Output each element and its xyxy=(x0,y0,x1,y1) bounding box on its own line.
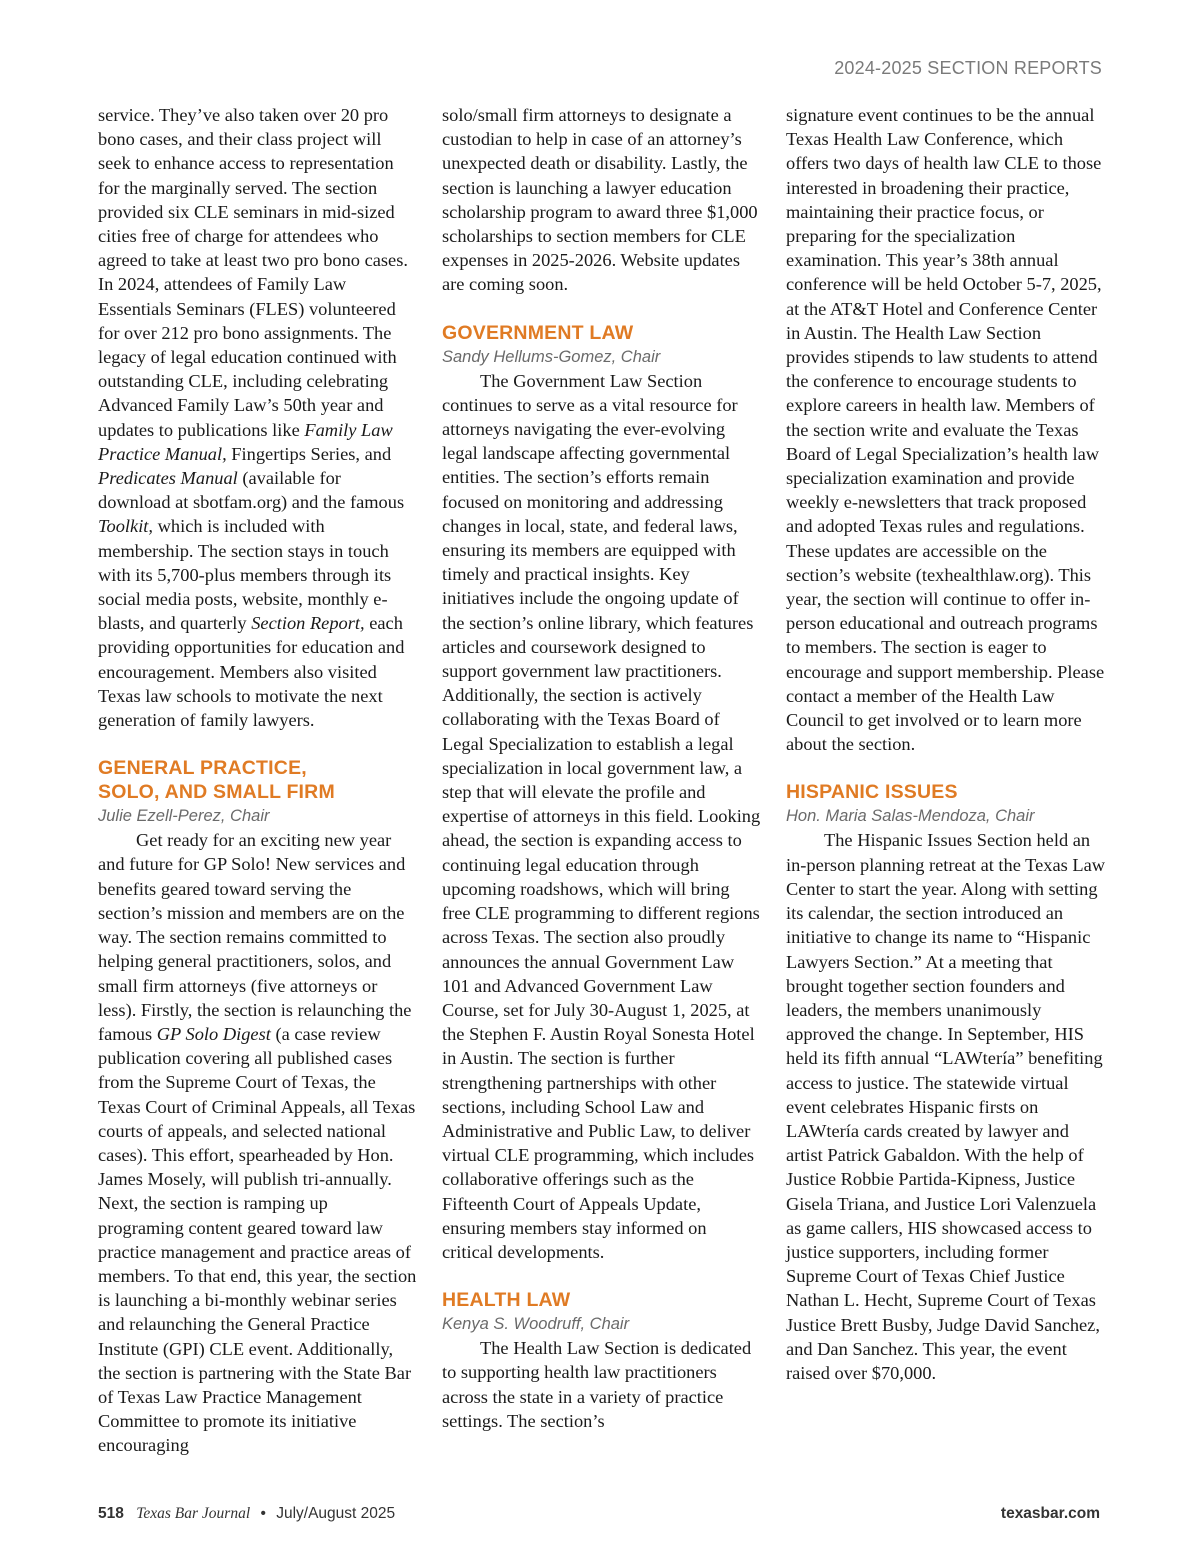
hispanic-issues-paragraph: The Hispanic Issues Section held an in-person planning retreat at the Texas Law Center to start the year. Along with setting its calendar, the section introduced an initiative to change its name to “Hispanic Lawyers Section.” At a meeting that brought together section founders and leaders, the members unanimously approved the change. In September, HIS held its fifth annual “LAWtería” benefiting access to justice. The statewide virtual event celebrates Hispanic firsts on LAWtería cards created by lawyer and artist Patrick Gabaldon. With the help of Justice Robbie Partida-Kipness, Justice Gisela Triana, and Justice Lori Valenzuela as game callers, HIS showcased access to justice supporters, including former Supreme Court of Texas Chief Justice Nathan L. Hecht, Supreme Court of Texas Justice Brett Busby, Judge David Sanchez, and Dan Sanchez. This year, the event raised over $70,000. xyxy=(786,830,1106,1383)
page-number: 518 xyxy=(98,1505,124,1522)
running-head: 2024-2025 SECTION REPORTS xyxy=(834,58,1102,78)
general-practice-paragraph: Get ready for an exciting new year and future for GP Solo! New services and benefits geared toward serving the section’s mission and members are on the way. The section remains committed to helping general practitioners, solos, and small firm attorneys (five attorneys or less). Firstly, the section is relaunching the famous GP Solo Digest (a case review publication covering all published cases from the Supreme Court of Texas, the Texas Court of Criminal Appeals, all Texas courts of appeals, and selected national cases). This effort, spearheaded by Hon. James Mosely, will publish tri-annually. Next, the section is ramping up programing content geared toward law practice management and practice areas of members. To that end, this year, the section is launching a bi-monthly webinar series and relaunching the General Practice Institute (GPI) CLE event. Additionally, the section is partnering with the State Bar of Texas Law Practice Management Committee to promote its initiative encouraging xyxy=(98,830,417,1456)
health-law-continued-paragraph: signature event continues to be the annual Texas Health Law Conference, which offers two days of health law CLE to those interested in broadening their practice, maintaining their practice focus, or preparing for the specialization examination. This year’s 38th annual conference will be held October 5-7, 2025, at the AT&T Hotel and Conference Center in Austin. The Health Law Section provides stipends to law students to attend the conference to encourage students to explore careers in health law. Members of the section write and evaluate the Texas Board of Legal Specialization’s health law specialization examination and provide weekly e-newsletters that track proposed and adopted Texas rules and regulations. These updates are accessible on the section’s website (texhealthlaw.org). This year, the section will continue to offer in-person educational and outreach programs to members. The section is eager to encourage and support membership. Please contact a member of the Health Law Council to get involved or to learn more about the section. xyxy=(786,105,1105,755)
section-heading-health-law: HEALTH LAW xyxy=(442,1289,571,1312)
general-practice-continued-paragraph: solo/small firm attorneys to designate a custodian to help in case of an attorney’s unexpected death or disability. Lastly, the section is launching a lawyer education scholarship program to award three $1,000 scholarships to section members for CLE expenses in 2025-2026. Website updates are coming soon. xyxy=(442,105,758,295)
column-3 xyxy=(786,103,1106,1385)
section-heading-general-practice: GENERAL PRACTICE, SOLO, AND SMALL FIRM xyxy=(98,757,335,804)
journal-name: Texas Bar Journal xyxy=(136,1505,251,1522)
issue-date: July/August 2025 xyxy=(276,1505,396,1522)
government-law-paragraph: The Government Law Section continues to serve as a vital resource for attorneys navigating the ever-evolving legal landscape affecting governmental entities. The section’s efforts remain focused on monitoring and addressing changes in local, state, and federal laws, ensuring its members are equipped with timely and practical insights. Key initiatives include the ongoing update of the section’s online library, which features articles and coursework designed to support government law practitioners. Additionally, the section is actively collaborating with the Texas Board of Legal Specialization to establish a legal specialization in local government law, a step that will elevate the profile and expertise of attorneys in this field. Looking ahead, the section is expanding access to continuing legal education through upcoming roadshows, which will bring free CLE programming to different regions across Texas. The section also proudly announces the annual Government Law 101 and Advanced Government Law Course, set for July 30-August 1, 2025, at the Stephen F. Austin Royal Sonesta Hotel in Austin. The section is further strengthening partnerships with other sections, including School Law and Administrative and Public Law, to deliver virtual CLE programming, which includes collaborative offerings such as the Fifteenth Court of Appeals Update, ensuring members stay informed on critical developments. xyxy=(442,370,761,1262)
section-chair: Julie Ezell-Perez, Chair xyxy=(98,807,270,826)
health-law-paragraph: The Health Law Section is dedicated to supporting health law practitioners across the state in a variety of practice settings. The section’s xyxy=(442,1338,752,1431)
website-link[interactable]: texasbar.com xyxy=(1000,1505,1100,1522)
column-2 xyxy=(442,103,762,1433)
section-chair: Kenya S. Woodruff, Chair xyxy=(442,1315,630,1334)
section-chair: Hon. Maria Salas-Mendoza, Chair xyxy=(786,807,1035,826)
column-1 xyxy=(98,103,418,1458)
section-heading-government-law: GOVERNMENT LAW xyxy=(442,321,634,344)
section-heading-hispanic-issues: HISPANIC ISSUES xyxy=(786,781,958,804)
footer-separator: • xyxy=(260,1505,266,1522)
page-footer xyxy=(98,1505,395,1523)
family-law-paragraph: service. They’ve also taken over 20 pro bono cases, and their class project will seek to enhance access to representation for the marginally served. The section provided six CLE seminars in mid-sized cities free of charge for attendees who agreed to take at least two pro bono cases. In 2024, attendees of Family Law Essentials Seminars (FLES) volunteered for over 212 pro bono assignments. The legacy of legal education continued with outstanding CLE, including celebrating Advanced Family Law’s 50th year and updates to publications like Family Law Practice Manual, Fingertips Series, and Predicates Manual (available for download at sbotfam.org) and the famous Toolkit, which is included with membership. The section stays in touch with its 5,700-plus members through its social media posts, website, monthly e-blasts, and quarterly Section Report, each providing opportunities for education and encouragement. Members also visited Texas law schools to motivate the next generation of family lawyers. xyxy=(98,105,408,731)
section-chair: Sandy Hellums-Gomez, Chair xyxy=(442,347,661,366)
